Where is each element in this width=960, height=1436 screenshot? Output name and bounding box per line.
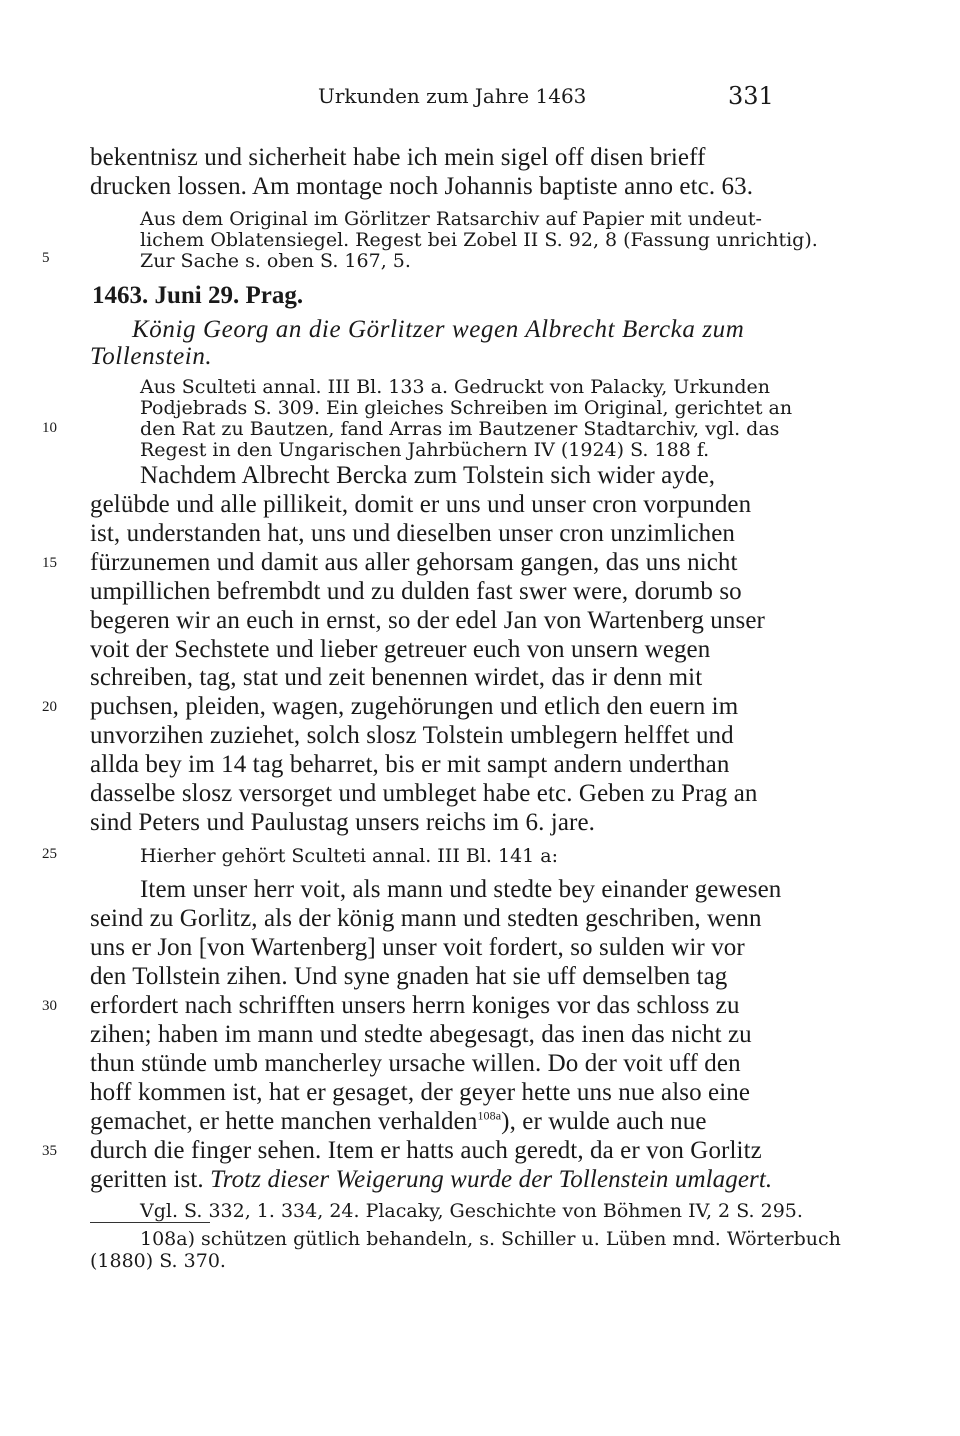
reference-line: Vgl. S. 332, 1. 334, 24. Placaky, Geschichte von Böhmen IV, 2 S. 295.: [140, 1200, 803, 1222]
footnote-text: schützen gütlich behandeln, s. Schiller u. Lüben mnd. Wörterbuch: [195, 1228, 841, 1250]
footnote-mark: 108a): [140, 1228, 196, 1250]
text-line: gelübde und alle pillikeit, domit er uns und unser cron vorpunden: [90, 491, 752, 518]
text-line: umpillichen befrembdt und zu dulden fast swer were, dorumb so: [90, 578, 742, 605]
margin-line-number: 10: [42, 420, 57, 436]
footnote-line: (1880) S. 370.: [90, 1250, 226, 1272]
text-line: hoff kommen ist, hat er gesaget, der geyer hette uns nue also eine: [90, 1079, 751, 1106]
margin-line-number: 15: [42, 555, 57, 571]
source-line: den Rat zu Bautzen, fand Arras im Bautzener Stadtarchiv, vgl. das: [140, 418, 780, 440]
text-line: Item unser herr voit, als mann und stedte bey einander gewesen: [140, 876, 782, 903]
text-line: thun stünde umb mancherley ursache willen. Do der voit uff den: [90, 1050, 741, 1077]
footnote-ref: 108a: [477, 1108, 502, 1123]
source-line: Regest in den Ungarischen Jahrbüchern IV (1924) S. 188 f.: [140, 439, 710, 461]
margin-line-number: 20: [42, 699, 57, 715]
page-number: 331: [728, 82, 774, 110]
source-line: Aus dem Original im Görlitzer Ratsarchiv auf Papier mit undeut-: [140, 208, 762, 230]
text-line: [90, 1166, 772, 1194]
text-line: [90, 1108, 707, 1136]
text-line: begeren wir an euch in ernst, so der edel Jan von Wartenberg unser: [90, 607, 765, 634]
source-line: lichem Oblatensiegel. Regest bei Zobel II S. 92, 8 (Fassung unrichtig).: [140, 229, 818, 251]
text-line: dasselbe slosz versorget und umbleget habe etc. Geben zu Prag an: [90, 780, 758, 807]
source-line: Aus Sculteti annal. III Bl. 133 a. Gedruckt von Palacky, Urkunden: [140, 376, 771, 398]
text-line: bekentnisz und sicherheit habe ich mein sigel off disen brieff: [90, 144, 706, 171]
text-line: den Tollstein zihen. Und syne gnaden hat sie uff demselben tag: [90, 963, 728, 990]
text-line: allda bey im 14 tag beharret, bis er mit sampt andern underthan: [90, 751, 730, 778]
source-line: Zur Sache s. oben S. 167, 5.: [140, 250, 411, 272]
text-line: Nachdem Albrecht Bercka zum Tolstein sich wider ayde,: [140, 462, 716, 489]
text-line: sind Peters und Paulustag unsers reichs im 6. jare.: [90, 809, 596, 836]
text-line: schreiben, tag, stat und zeit benennen wirdet, das ir denn mit: [90, 664, 703, 691]
margin-line-number: 5: [42, 250, 50, 266]
text-line: erfordert nach schrifften unsers herrn koniges vor das schloss zu: [90, 992, 740, 1019]
belongs-line: Hierher gehört Sculteti annal. III Bl. 141 a:: [140, 845, 559, 867]
text-fragment: gemachet, er hette manchen verhalden: [90, 1108, 478, 1135]
text-line: voit der Sechstete und lieber getreuer euch von unsern wegen: [90, 636, 711, 663]
footnote-rule: [90, 1222, 210, 1223]
text-line: uns er Jon [von Wartenberg] unser voit fordert, so sulden wir vor: [90, 934, 745, 961]
text-fragment: geritten ist.: [90, 1166, 211, 1193]
editor-note: Trotz dieser Weigerung wurde der Tollenstein umlagert.: [210, 1166, 773, 1193]
text-line: zihen; haben im mann und stedte abegesagt, das inen das nicht zu: [90, 1021, 752, 1048]
text-line: durch die finger sehen. Item er hatts auch geredt, da er von Gorlitz: [90, 1137, 762, 1164]
running-title: Urkunden zum Jahre 1463: [318, 84, 587, 108]
text-line: seind zu Gorlitz, als der könig mann und stedten geschriben, wenn: [90, 905, 762, 932]
document-heading: 1463. Juni 29. Prag.: [92, 282, 304, 309]
footnote-line: [140, 1228, 841, 1250]
margin-line-number: 35: [42, 1143, 57, 1159]
text-line: ist, understanden hat, uns und dieselben unser cron unzimlichen: [90, 520, 736, 547]
regest-line: Tollenstein.: [90, 343, 213, 370]
regest-line: König Georg an die Görlitzer wegen Albrecht Bercka zum: [132, 316, 745, 343]
source-line: Podjebrads S. 309. Ein gleiches Schreiben im Original, gerichtet an: [140, 397, 793, 419]
margin-line-number: 25: [42, 846, 57, 862]
text-fragment: ), er wulde auch nue: [501, 1108, 707, 1135]
text-line: puchsen, pleiden, wagen, zugehörungen und etlich den euern im: [90, 693, 739, 720]
text-line: fürzunemen und damit aus aller gehorsam gangen, das uns nicht: [90, 549, 738, 576]
margin-line-number: 30: [42, 998, 57, 1014]
text-line: drucken lossen. Am montage noch Johannis baptiste anno etc. 63.: [90, 173, 754, 200]
text-line: unvorzihen zuziehet, solch slosz Tolstein umblegern helffet und: [90, 722, 734, 749]
